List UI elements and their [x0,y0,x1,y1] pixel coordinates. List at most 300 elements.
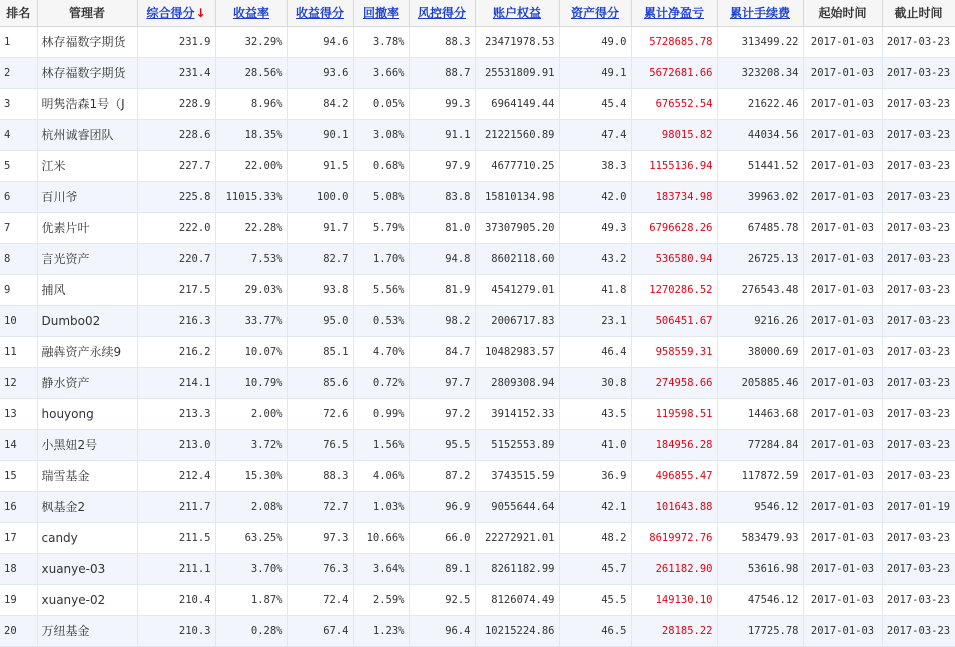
cell-account-equity: 4677710.25 [475,150,559,181]
cell-composite-score: 216.2 [137,336,215,367]
cell-asset-score: 23.1 [559,305,631,336]
col-header-label: 回撤率 [362,6,399,21]
cell-end-date: 2017-03-23 [882,367,955,398]
cell-end-date: 2017-03-23 [882,181,955,212]
cell-return-score: 100.0 [287,181,353,212]
cell-manager[interactable]: 融犇资产永续9 [37,336,137,367]
cell-account-equity: 3743515.59 [475,460,559,491]
cell-start-date: 2017-01-03 [803,460,882,491]
cell-composite-score: 225.8 [137,181,215,212]
cell-account-equity: 2809308.94 [475,367,559,398]
cell-return-score: 72.6 [287,398,353,429]
cell-risk-score: 97.9 [409,150,475,181]
cell-rank: 10 [0,305,37,336]
table-row[interactable] [0,398,955,429]
cell-return-rate: 18.35% [215,119,287,150]
cell-start-date: 2017-01-03 [803,305,882,336]
cell-cum-fee: 17725.78 [717,615,803,646]
cell-return-rate: 8.96% [215,88,287,119]
cell-return-rate: 2.00% [215,398,287,429]
cell-asset-score: 46.5 [559,615,631,646]
col-header-risk-score[interactable] [409,0,475,26]
cell-risk-score: 87.2 [409,460,475,491]
cell-asset-score: 45.4 [559,88,631,119]
cell-account-equity: 21221560.89 [475,119,559,150]
table-row[interactable] [0,367,955,398]
cell-manager[interactable]: 明隽浩森1号（J [37,88,137,119]
cell-end-date: 2017-03-23 [882,615,955,646]
table-row[interactable] [0,336,955,367]
cell-manager[interactable]: xuanye-03 [37,553,137,584]
cell-composite-score: 210.4 [137,584,215,615]
cell-asset-score: 45.7 [559,553,631,584]
cell-rank: 9 [0,274,37,305]
cell-start-date: 2017-01-03 [803,57,882,88]
table-row[interactable] [0,181,955,212]
cell-return-rate: 63.25% [215,522,287,553]
cell-rank: 7 [0,212,37,243]
cell-asset-score: 36.9 [559,460,631,491]
cell-return-score: 95.0 [287,305,353,336]
cell-return-rate: 2.08% [215,491,287,522]
cell-return-rate: 1.87% [215,584,287,615]
cell-start-date: 2017-01-03 [803,274,882,305]
cell-manager[interactable]: Dumbo02 [37,305,137,336]
cell-return-rate: 32.29% [215,26,287,57]
cell-composite-score: 222.0 [137,212,215,243]
cell-risk-score: 98.2 [409,305,475,336]
cell-rank: 20 [0,615,37,646]
cell-return-score: 76.3 [287,553,353,584]
cell-composite-score: 217.5 [137,274,215,305]
cell-composite-score: 210.3 [137,615,215,646]
cell-drawdown-rate: 3.64% [353,553,409,584]
cell-cum-fee: 583479.93 [717,522,803,553]
cell-account-equity: 3914152.33 [475,398,559,429]
cell-risk-score: 96.9 [409,491,475,522]
col-header-label: 风控得分 [417,6,466,21]
cell-asset-score: 42.0 [559,181,631,212]
cell-risk-score: 97.2 [409,398,475,429]
cell-end-date: 2017-03-23 [882,26,955,57]
cell-account-equity: 37307905.20 [475,212,559,243]
cell-return-score: 88.3 [287,460,353,491]
cell-composite-score: 220.7 [137,243,215,274]
cell-manager[interactable]: 静水资产 [37,367,137,398]
col-header-asset-score[interactable] [559,0,631,26]
cell-rank: 1 [0,26,37,57]
cell-manager[interactable]: candy [37,522,137,553]
cell-return-score: 94.6 [287,26,353,57]
cell-return-rate: 11015.33% [215,181,287,212]
cell-end-date: 2017-03-23 [882,305,955,336]
col-header-cum-fee[interactable] [717,0,803,26]
cell-return-score: 67.4 [287,615,353,646]
cell-risk-score: 81.0 [409,212,475,243]
cell-end-date: 2017-03-23 [882,212,955,243]
cell-cum-fee: 9216.26 [717,305,803,336]
cell-return-score: 72.7 [287,491,353,522]
cell-account-equity: 6964149.44 [475,88,559,119]
table-row[interactable] [0,305,955,336]
table-row[interactable] [0,150,955,181]
cell-asset-score: 30.8 [559,367,631,398]
cell-return-score: 91.5 [287,150,353,181]
cell-risk-score: 92.5 [409,584,475,615]
cell-asset-score: 43.5 [559,398,631,429]
table-row[interactable] [0,119,955,150]
cell-cum-net-pnl: 1155136.94 [631,150,717,181]
cell-composite-score: 228.6 [137,119,215,150]
cell-manager[interactable]: 枫基金2 [37,491,137,522]
cell-drawdown-rate: 1.56% [353,429,409,460]
cell-risk-score: 88.7 [409,57,475,88]
cell-rank: 13 [0,398,37,429]
cell-return-score: 84.2 [287,88,353,119]
table-row[interactable] [0,491,955,522]
cell-start-date: 2017-01-03 [803,584,882,615]
cell-return-rate: 29.03% [215,274,287,305]
cell-drawdown-rate: 1.70% [353,243,409,274]
cell-composite-score: 211.1 [137,553,215,584]
header-row [0,0,955,26]
cell-cum-fee: 205885.46 [717,367,803,398]
cell-account-equity: 5152553.89 [475,429,559,460]
cell-cum-net-pnl: 119598.51 [631,398,717,429]
cell-cum-net-pnl: 5728685.78 [631,26,717,57]
cell-drawdown-rate: 1.23% [353,615,409,646]
cell-return-rate: 15.30% [215,460,287,491]
cell-return-rate: 10.07% [215,336,287,367]
cell-manager[interactable]: 捕风 [37,274,137,305]
cell-risk-score: 83.8 [409,181,475,212]
cell-return-rate: 22.00% [215,150,287,181]
cell-start-date: 2017-01-03 [803,243,882,274]
cell-start-date: 2017-01-03 [803,119,882,150]
col-header-composite-score[interactable] [137,0,215,26]
sort-desc-arrow-icon[interactable]: ↓ [195,6,206,21]
cell-asset-score: 46.4 [559,336,631,367]
cell-cum-net-pnl: 8619972.76 [631,522,717,553]
cell-risk-score: 94.8 [409,243,475,274]
cell-cum-net-pnl: 676552.54 [631,88,717,119]
cell-drawdown-rate: 3.66% [353,57,409,88]
cell-risk-score: 99.3 [409,88,475,119]
cell-cum-net-pnl: 101643.88 [631,491,717,522]
cell-return-rate: 0.28% [215,615,287,646]
cell-drawdown-rate: 4.06% [353,460,409,491]
cell-cum-net-pnl: 183734.98 [631,181,717,212]
table-row[interactable] [0,88,955,119]
cell-account-equity: 8602118.60 [475,243,559,274]
cell-cum-fee: 39963.02 [717,181,803,212]
cell-manager[interactable]: 杭州诚睿团队 [37,119,137,150]
cell-manager[interactable]: 言光资产 [37,243,137,274]
cell-drawdown-rate: 5.79% [353,212,409,243]
table-row[interactable] [0,26,955,57]
cell-cum-net-pnl: 28185.22 [631,615,717,646]
cell-return-rate: 7.53% [215,243,287,274]
col-header-label: 综合得分 [146,6,195,21]
cell-cum-fee: 44034.56 [717,119,803,150]
table-row[interactable] [0,274,955,305]
cell-cum-net-pnl: 536580.94 [631,243,717,274]
cell-drawdown-rate: 4.70% [353,336,409,367]
cell-rank: 18 [0,553,37,584]
cell-composite-score: 216.3 [137,305,215,336]
cell-end-date: 2017-03-23 [882,88,955,119]
cell-account-equity: 2006717.83 [475,305,559,336]
cell-start-date: 2017-01-03 [803,212,882,243]
cell-rank: 14 [0,429,37,460]
cell-drawdown-rate: 0.05% [353,88,409,119]
cell-end-date: 2017-03-23 [882,522,955,553]
cell-rank: 6 [0,181,37,212]
cell-rank: 3 [0,88,37,119]
cell-risk-score: 97.7 [409,367,475,398]
col-header-label: 管理者 [68,6,105,21]
cell-cum-net-pnl: 496855.47 [631,460,717,491]
cell-risk-score: 88.3 [409,26,475,57]
col-header-label: 累计净盈亏 [643,6,704,21]
cell-asset-score: 47.4 [559,119,631,150]
cell-account-equity: 9055644.64 [475,491,559,522]
table-row[interactable] [0,429,955,460]
cell-rank: 12 [0,367,37,398]
cell-cum-net-pnl: 6796628.26 [631,212,717,243]
cell-start-date: 2017-01-03 [803,367,882,398]
cell-return-score: 76.5 [287,429,353,460]
table-row[interactable] [0,584,955,615]
cell-end-date: 2017-03-23 [882,243,955,274]
cell-composite-score: 213.3 [137,398,215,429]
cell-risk-score: 89.1 [409,553,475,584]
table-row[interactable] [0,522,955,553]
cell-risk-score: 91.1 [409,119,475,150]
table-body [0,26,955,646]
cell-asset-score: 41.8 [559,274,631,305]
cell-cum-net-pnl: 149130.10 [631,584,717,615]
col-header-manager [37,0,137,26]
cell-rank: 2 [0,57,37,88]
cell-manager[interactable]: xuanye-02 [37,584,137,615]
cell-manager[interactable]: 百川爷 [37,181,137,212]
cell-cum-net-pnl: 5672681.66 [631,57,717,88]
table-header [0,0,955,26]
cell-risk-score: 95.5 [409,429,475,460]
cell-account-equity: 23471978.53 [475,26,559,57]
cell-end-date: 2017-03-23 [882,119,955,150]
cell-cum-fee: 67485.78 [717,212,803,243]
cell-rank: 19 [0,584,37,615]
cell-start-date: 2017-01-03 [803,522,882,553]
cell-drawdown-rate: 0.99% [353,398,409,429]
cell-return-rate: 3.70% [215,553,287,584]
cell-return-rate: 22.28% [215,212,287,243]
cell-end-date: 2017-03-23 [882,553,955,584]
cell-return-rate: 33.77% [215,305,287,336]
cell-return-score: 93.8 [287,274,353,305]
table-row[interactable] [0,57,955,88]
col-header-label: 账户权益 [492,6,541,21]
cell-cum-net-pnl: 274958.66 [631,367,717,398]
cell-manager[interactable]: 瑞雪基金 [37,460,137,491]
cell-asset-score: 41.0 [559,429,631,460]
cell-account-equity: 15810134.98 [475,181,559,212]
col-header-label: 截止时间 [894,6,943,21]
cell-account-equity: 10215224.86 [475,615,559,646]
cell-manager[interactable]: 林存福数字期货 [37,26,137,57]
cell-drawdown-rate: 0.53% [353,305,409,336]
cell-manager[interactable]: 江米 [37,150,137,181]
cell-composite-score: 227.7 [137,150,215,181]
cell-cum-fee: 21622.46 [717,88,803,119]
cell-cum-net-pnl: 1270286.52 [631,274,717,305]
col-header-start-date [803,0,882,26]
cell-manager[interactable]: 万纽基金 [37,615,137,646]
table-row[interactable] [0,615,955,646]
cell-drawdown-rate: 10.66% [353,522,409,553]
cell-return-score: 90.1 [287,119,353,150]
col-header-label: 收益得分 [295,6,344,21]
cell-risk-score: 81.9 [409,274,475,305]
table-row[interactable] [0,212,955,243]
cell-composite-score: 211.5 [137,522,215,553]
cell-cum-fee: 276543.48 [717,274,803,305]
cell-composite-score: 231.4 [137,57,215,88]
cell-start-date: 2017-01-03 [803,398,882,429]
cell-cum-fee: 117872.59 [717,460,803,491]
cell-account-equity: 10482983.57 [475,336,559,367]
cell-return-rate: 28.56% [215,57,287,88]
cell-return-score: 72.4 [287,584,353,615]
cell-drawdown-rate: 5.56% [353,274,409,305]
cell-cum-fee: 38000.69 [717,336,803,367]
cell-end-date: 2017-03-23 [882,150,955,181]
cell-composite-score: 231.9 [137,26,215,57]
cell-composite-score: 211.7 [137,491,215,522]
cell-start-date: 2017-01-03 [803,26,882,57]
cell-return-score: 97.3 [287,522,353,553]
cell-start-date: 2017-01-03 [803,429,882,460]
cell-risk-score: 66.0 [409,522,475,553]
cell-cum-net-pnl: 98015.82 [631,119,717,150]
cell-return-rate: 3.72% [215,429,287,460]
col-header-cum-net-pnl[interactable] [631,0,717,26]
cell-start-date: 2017-01-03 [803,181,882,212]
cell-drawdown-rate: 0.68% [353,150,409,181]
cell-end-date: 2017-03-23 [882,274,955,305]
cell-cum-fee: 53616.98 [717,553,803,584]
cell-drawdown-rate: 3.78% [353,26,409,57]
cell-end-date: 2017-03-23 [882,398,955,429]
cell-account-equity: 25531809.91 [475,57,559,88]
col-header-drawdown-rate[interactable] [353,0,409,26]
cell-account-equity: 8126074.49 [475,584,559,615]
col-header-label: 起始时间 [818,6,867,21]
cell-rank: 16 [0,491,37,522]
table-row[interactable] [0,553,955,584]
col-header-end-date [882,0,955,26]
cell-drawdown-rate: 1.03% [353,491,409,522]
cell-cum-fee: 323208.34 [717,57,803,88]
cell-rank: 8 [0,243,37,274]
cell-end-date: 2017-03-23 [882,57,955,88]
cell-rank: 11 [0,336,37,367]
cell-drawdown-rate: 0.72% [353,367,409,398]
cell-manager[interactable]: houyong [37,398,137,429]
cell-composite-score: 214.1 [137,367,215,398]
cell-asset-score: 43.2 [559,243,631,274]
cell-rank: 5 [0,150,37,181]
cell-asset-score: 49.0 [559,26,631,57]
table-row[interactable] [0,243,955,274]
table-row[interactable] [0,460,955,491]
cell-end-date: 2017-03-23 [882,584,955,615]
col-header-return-score[interactable] [287,0,353,26]
cell-composite-score: 212.4 [137,460,215,491]
cell-start-date: 2017-01-03 [803,553,882,584]
col-header-label: 收益率 [232,6,269,21]
cell-rank: 17 [0,522,37,553]
cell-risk-score: 96.4 [409,615,475,646]
cell-return-score: 91.7 [287,212,353,243]
cell-cum-fee: 9546.12 [717,491,803,522]
col-header-rank [0,0,37,26]
cell-cum-net-pnl: 184956.28 [631,429,717,460]
cell-cum-net-pnl: 261182.90 [631,553,717,584]
cell-cum-fee: 51441.52 [717,150,803,181]
cell-composite-score: 213.0 [137,429,215,460]
cell-start-date: 2017-01-03 [803,88,882,119]
cell-risk-score: 84.7 [409,336,475,367]
cell-start-date: 2017-01-03 [803,615,882,646]
cell-end-date: 2017-03-23 [882,460,955,491]
cell-manager[interactable]: 小黑妞2号 [37,429,137,460]
cell-return-rate: 10.79% [215,367,287,398]
cell-end-date: 2017-03-23 [882,336,955,367]
cell-account-equity: 4541279.01 [475,274,559,305]
cell-asset-score: 45.5 [559,584,631,615]
cell-drawdown-rate: 5.08% [353,181,409,212]
cell-asset-score: 42.1 [559,491,631,522]
cell-cum-fee: 77284.84 [717,429,803,460]
cell-return-score: 85.1 [287,336,353,367]
cell-drawdown-rate: 3.08% [353,119,409,150]
cell-account-equity: 8261182.99 [475,553,559,584]
cell-rank: 4 [0,119,37,150]
col-header-account-equity[interactable] [475,0,559,26]
cell-rank: 15 [0,460,37,491]
cell-cum-fee: 313499.22 [717,26,803,57]
cell-cum-fee: 26725.13 [717,243,803,274]
cell-return-score: 93.6 [287,57,353,88]
col-header-label: 资产得分 [570,6,619,21]
cell-manager[interactable]: 优素片叶 [37,212,137,243]
col-header-label: 累计手续费 [729,6,790,21]
cell-cum-fee: 47546.12 [717,584,803,615]
cell-start-date: 2017-01-03 [803,336,882,367]
cell-asset-score: 49.3 [559,212,631,243]
cell-start-date: 2017-01-03 [803,150,882,181]
cell-cum-net-pnl: 958559.31 [631,336,717,367]
col-header-label: 排名 [6,6,31,21]
cell-manager[interactable]: 林存福数字期货 [37,57,137,88]
col-header-return-rate[interactable] [215,0,287,26]
cell-end-date: 2017-01-19 [882,491,955,522]
cell-composite-score: 228.9 [137,88,215,119]
cell-end-date: 2017-03-23 [882,429,955,460]
